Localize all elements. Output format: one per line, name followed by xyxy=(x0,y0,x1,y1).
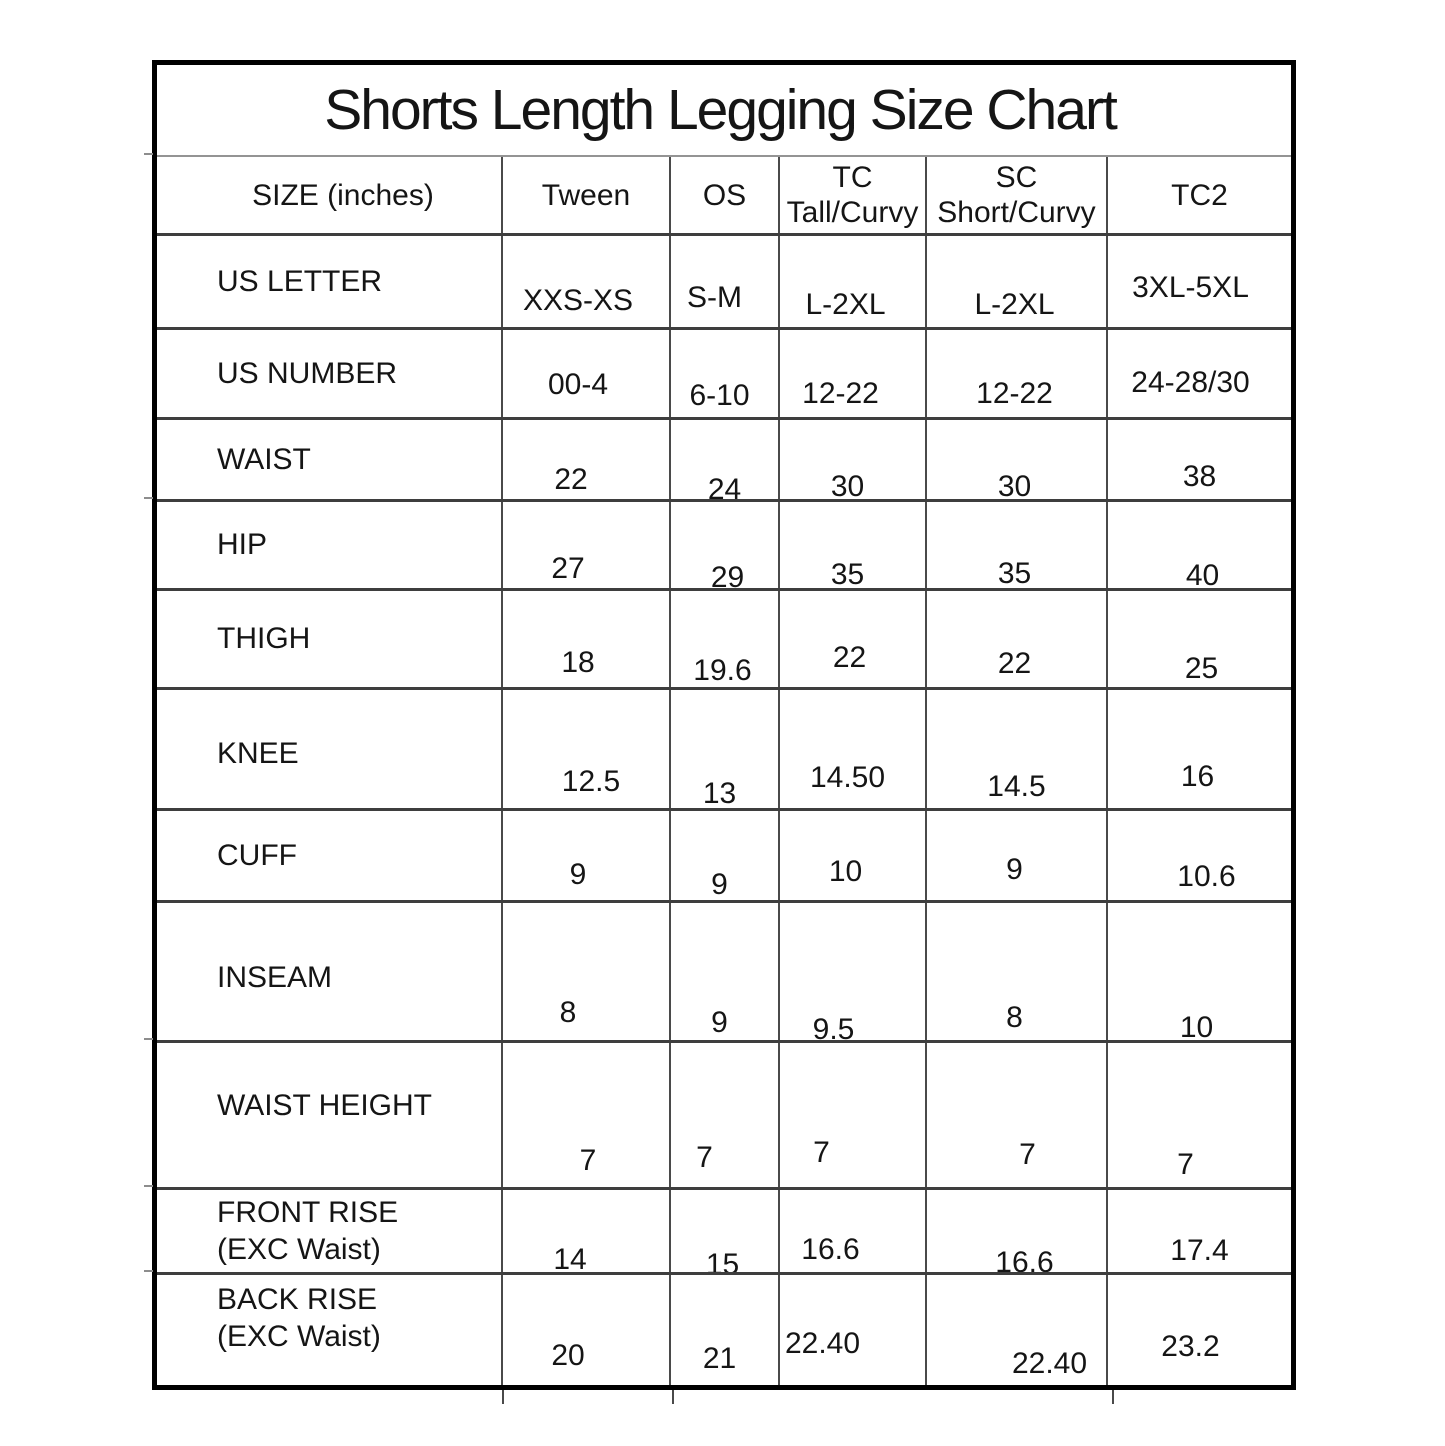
table-cell xyxy=(927,690,1108,808)
table-cell xyxy=(927,236,1108,327)
table-cell xyxy=(503,1275,671,1385)
cell-value: 17.4 xyxy=(1170,1234,1229,1267)
header-row xyxy=(157,155,1291,233)
header-sublabel: Tall/Curvy xyxy=(786,196,919,229)
table-cell xyxy=(503,690,671,808)
cell-value: XXS-XS xyxy=(522,284,634,317)
row-label-cell xyxy=(157,1190,503,1272)
cell-value: 8 xyxy=(559,996,577,1029)
table-cell xyxy=(927,811,1108,900)
row-label: US LETTER xyxy=(217,264,383,298)
row-label-cell xyxy=(157,420,503,499)
header-label: TC2 xyxy=(1171,178,1228,212)
table-row-back-rise xyxy=(157,1272,1291,1385)
table-cell xyxy=(1108,690,1291,808)
table-cell xyxy=(1108,420,1291,499)
row-label-cell xyxy=(157,690,503,808)
cell-value: 7 xyxy=(579,1144,597,1177)
cell-value: 9 xyxy=(711,868,728,901)
cell-value: 22 xyxy=(997,647,1032,680)
row-label: HIP xyxy=(217,528,268,561)
cell-value: 24 xyxy=(707,473,742,506)
row-label: THIGH xyxy=(217,622,311,655)
cell-value: 14.50 xyxy=(809,761,886,794)
title-row xyxy=(157,65,1291,155)
line-stub xyxy=(672,1390,674,1404)
header-cell-tc xyxy=(780,157,927,233)
table-cell xyxy=(671,236,780,327)
table-cell xyxy=(503,903,671,1040)
cell-value: 25 xyxy=(1184,652,1219,685)
cell-value: 14 xyxy=(553,1243,587,1276)
cell-value: 24-28/30 xyxy=(1131,366,1250,399)
line-stub xyxy=(144,153,153,155)
cell-value: 40 xyxy=(1185,559,1220,592)
table-cell xyxy=(503,236,671,327)
table-cell xyxy=(503,1043,671,1187)
size-chart-table xyxy=(152,60,1296,1390)
table-cell xyxy=(1108,502,1291,592)
table-cell xyxy=(671,690,780,808)
cell-value: 8 xyxy=(1006,1001,1023,1034)
table-cell xyxy=(503,502,671,588)
table-cell xyxy=(1108,903,1291,1044)
table-cell xyxy=(927,330,1108,417)
table-row-front-rise xyxy=(157,1187,1291,1281)
cell-value: 6-10 xyxy=(689,379,750,412)
table-cell xyxy=(503,420,671,499)
cell-value: 9 xyxy=(569,858,587,891)
row-label: INSEAM xyxy=(217,960,333,994)
row-label: CUFF xyxy=(217,838,297,872)
table-row-knee xyxy=(157,687,1291,808)
table-cell xyxy=(1108,1190,1291,1272)
header-label: Tween xyxy=(541,178,631,212)
cell-value: 35 xyxy=(997,557,1032,590)
cell-value: 13 xyxy=(702,777,737,810)
row-label-cell xyxy=(157,236,503,327)
header-label: TC xyxy=(832,161,873,194)
table-cell xyxy=(671,1275,780,1385)
table-cell xyxy=(780,1275,927,1385)
table-cell xyxy=(780,591,927,687)
cell-value: 12-22 xyxy=(802,377,879,410)
cell-value: 30 xyxy=(997,470,1032,503)
cell-value: 18 xyxy=(561,646,595,679)
table-row-thigh xyxy=(157,588,1291,687)
cell-value: 9 xyxy=(1006,853,1023,886)
table-cell xyxy=(927,1275,1108,1385)
header-sublabel: Short/Curvy xyxy=(937,196,1096,229)
row-label-cell xyxy=(157,502,503,588)
table-row-us-letter xyxy=(157,233,1291,327)
row-label-cell xyxy=(157,591,503,687)
table-cell xyxy=(780,1190,927,1272)
header-cell-os xyxy=(671,157,780,233)
cell-value: 38 xyxy=(1182,460,1217,493)
cell-value: 7 xyxy=(1177,1148,1194,1181)
cell-value: 12.5 xyxy=(561,765,621,798)
cell-value: 22.40 xyxy=(1011,1347,1088,1380)
cell-value: 10 xyxy=(1179,1011,1214,1044)
cell-value: 29 xyxy=(710,561,745,594)
cell-value: 15 xyxy=(705,1248,740,1281)
table-cell xyxy=(671,1043,780,1187)
cell-value: 3XL-5XL xyxy=(1132,271,1249,304)
table-row-hip xyxy=(157,499,1291,594)
table-cell xyxy=(927,1190,1108,1279)
table-cell xyxy=(1108,811,1291,900)
table-row-cuff xyxy=(157,808,1291,900)
table-cell xyxy=(927,903,1108,1040)
page-title: Shorts Length Legging Size Chart xyxy=(324,78,1116,142)
cell-value: 16 xyxy=(1180,760,1215,793)
row-label-cell xyxy=(157,330,503,417)
table-cell xyxy=(927,502,1108,588)
line-stub xyxy=(144,497,153,499)
cell-value: 22 xyxy=(554,463,588,496)
header-cell-tween xyxy=(503,157,671,233)
table-cell xyxy=(671,903,780,1040)
row-label-cell xyxy=(157,1275,503,1385)
row-label: BACK RISE (EXC Waist) xyxy=(217,1283,381,1353)
cell-value: 22.40 xyxy=(784,1327,861,1360)
table-cell xyxy=(927,591,1108,687)
table-cell xyxy=(503,330,671,417)
table-cell xyxy=(671,1190,780,1281)
cell-value: 14.5 xyxy=(987,770,1046,803)
line-stub xyxy=(144,1270,153,1272)
cell-value: L-2XL xyxy=(974,288,1055,321)
table-cell xyxy=(1108,1275,1291,1385)
table-cell xyxy=(780,420,927,503)
table-cell xyxy=(503,591,671,687)
cell-value: 35 xyxy=(830,558,865,591)
cell-value: S-M xyxy=(687,281,742,314)
table-row-us-number xyxy=(157,327,1291,417)
row-label: WAIST xyxy=(217,442,311,476)
line-stub xyxy=(1112,1390,1114,1404)
header-size-cell xyxy=(157,157,503,233)
table-cell xyxy=(780,1043,927,1187)
table-cell xyxy=(1108,1043,1291,1187)
table-cell xyxy=(780,502,927,591)
table-cell xyxy=(780,690,927,808)
table-cell xyxy=(671,330,780,417)
cell-value: 00-4 xyxy=(547,368,609,401)
line-stub xyxy=(144,1185,153,1187)
table-row-inseam xyxy=(157,900,1291,1046)
table-cell xyxy=(671,811,780,900)
cell-value: 10 xyxy=(828,855,863,888)
table-cell xyxy=(780,330,927,417)
cell-value: 20 xyxy=(551,1339,585,1372)
table-cell xyxy=(1108,330,1291,417)
header-label: OS xyxy=(702,178,747,212)
cell-value: 16.6 xyxy=(801,1233,860,1266)
row-label-cell xyxy=(157,903,503,1040)
table-cell xyxy=(780,903,927,1046)
cell-value: 9.5 xyxy=(812,1013,855,1046)
cell-value: 19.6 xyxy=(693,654,752,687)
table-row-waist-height xyxy=(157,1040,1291,1187)
cell-value: 22 xyxy=(832,641,867,674)
header-size-label: SIZE (inches) xyxy=(252,178,434,212)
row-label-cell xyxy=(157,1043,503,1187)
table-cell xyxy=(671,591,780,687)
cell-value: 27 xyxy=(551,552,585,585)
cell-value: 10.6 xyxy=(1177,860,1236,893)
cell-value: 7 xyxy=(1019,1138,1036,1171)
row-label-cell xyxy=(157,811,503,900)
cell-value: 7 xyxy=(813,1136,830,1169)
table-cell xyxy=(780,811,927,900)
cell-value: 30 xyxy=(830,470,865,503)
cell-value: 9 xyxy=(711,1006,728,1039)
table-cell xyxy=(927,1043,1108,1187)
table-cell xyxy=(503,811,671,900)
cell-value: L-2XL xyxy=(805,288,886,321)
cell-value: 12-22 xyxy=(976,377,1053,410)
table-cell xyxy=(503,1190,671,1276)
row-label: KNEE xyxy=(217,737,299,770)
header-label: SC xyxy=(995,161,1038,194)
line-stub xyxy=(502,1390,504,1404)
line-stub xyxy=(144,1038,153,1040)
cell-value: 23.2 xyxy=(1161,1330,1220,1363)
table-row-waist xyxy=(157,417,1291,506)
cell-value: 7 xyxy=(696,1141,713,1174)
cell-value: 16.6 xyxy=(995,1246,1054,1279)
table-cell xyxy=(780,236,927,327)
cell-value: 21 xyxy=(702,1342,737,1375)
table-cell xyxy=(1108,591,1291,687)
row-label: US NUMBER xyxy=(217,356,398,390)
row-label: WAIST HEIGHT xyxy=(217,1089,433,1122)
table-cell xyxy=(927,420,1108,503)
row-label: FRONT RISE (EXC Waist) xyxy=(217,1196,399,1266)
header-cell-sc xyxy=(927,157,1108,233)
header-cell-tc2 xyxy=(1108,157,1291,233)
table-cell xyxy=(1108,236,1291,327)
table-cell xyxy=(671,502,780,594)
table-cell xyxy=(671,420,780,506)
